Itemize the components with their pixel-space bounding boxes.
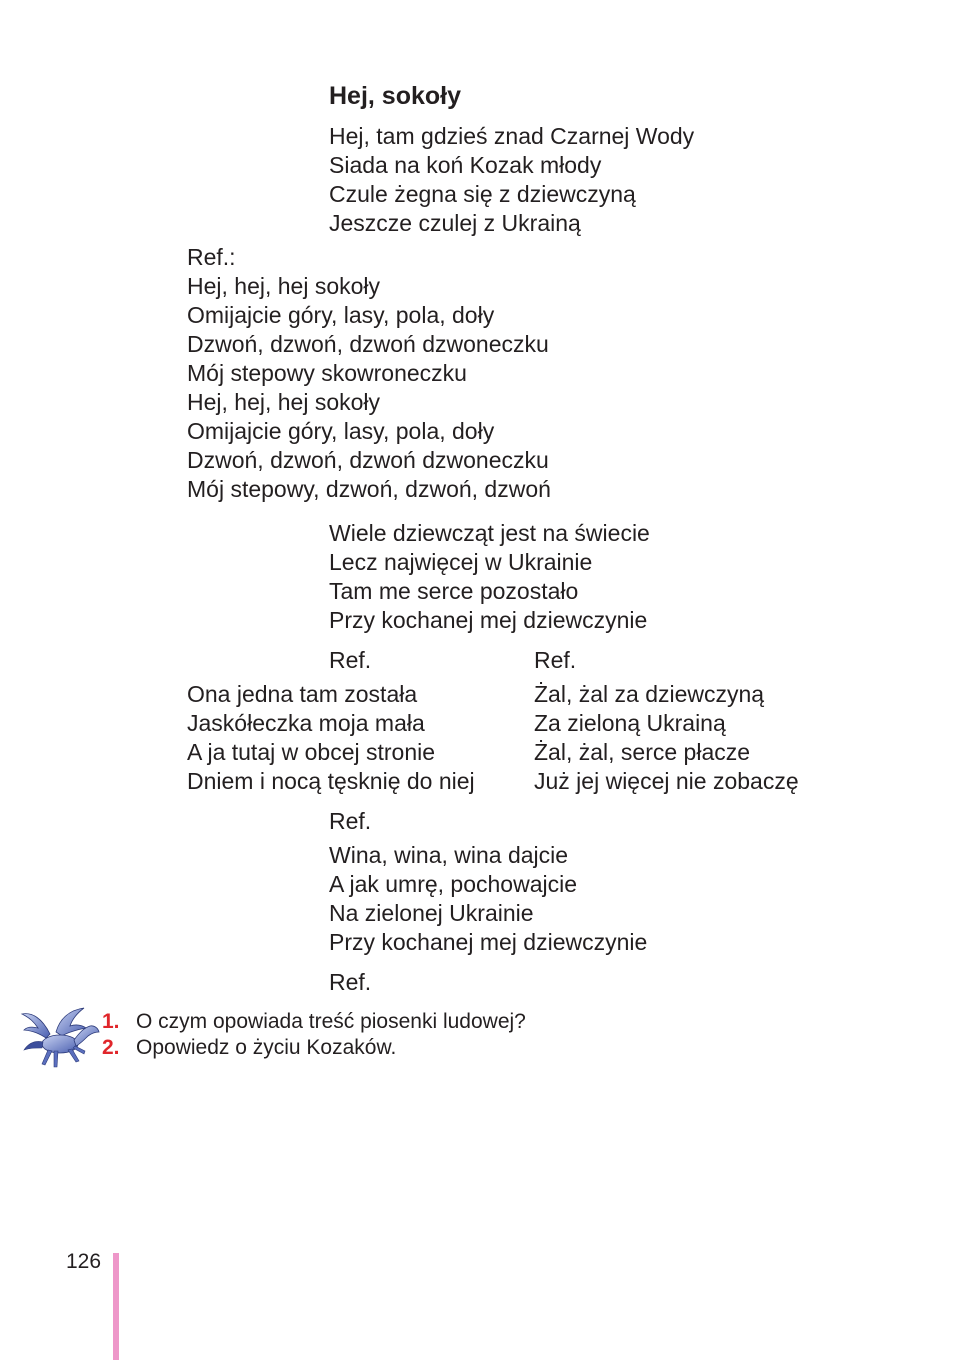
verse3-right-line-4: Już jej więcej nie zobaczę (534, 768, 799, 794)
ref-marker-3: Ref. (329, 808, 372, 834)
question-2 (102, 1035, 396, 1061)
refrain-label: Ref.: (187, 244, 236, 270)
refrain-line-4: Mój stepowy skowroneczku (187, 360, 467, 386)
page-number: 126 (66, 1250, 102, 1273)
refrain-line-5: Hej, hej, hej sokoły (187, 389, 381, 415)
verse2-line-3: Tam me serce pozostało (329, 578, 579, 604)
verse3-left-line-1: Ona jedna tam została (187, 681, 418, 707)
refrain-line-1: Hej, hej, hej sokoły (187, 273, 381, 299)
verse2-line-1: Wiele dziewcząt jest na świecie (329, 520, 650, 546)
margin-bar (113, 1253, 119, 1360)
verse3-right-line-1: Żal, żal za dziewczyną (534, 681, 765, 707)
verse3-right-line-3: Żal, żal, serce płacze (534, 739, 751, 765)
ref-marker-2: Ref. (534, 647, 577, 673)
verse4-line-2: A jak umrę, pochowajcie (329, 871, 578, 897)
ref-marker-1: Ref. (329, 647, 372, 673)
verse1-line-2: Siada na koń Kozak młody (329, 152, 602, 178)
verse3-left-line-2: Jaskółeczka moja mała (187, 710, 425, 736)
question-1-text: O czym opowiada treść piosenki ludowej? (136, 1010, 526, 1033)
refrain-line-7: Dzwoń, dzwoń, dzwoń dzwoneczku (187, 447, 549, 473)
song-title: Hej, sokoły (329, 82, 461, 110)
pegasus-icon (20, 1004, 102, 1074)
question-1 (102, 1009, 526, 1035)
verse2-line-2: Lecz najwięcej w Ukrainie (329, 549, 593, 575)
verse1-line-3: Czule żegna się z dziewczyną (329, 181, 636, 207)
verse4-line-4: Przy kochanej mej dziewczynie (329, 929, 648, 955)
verse4-line-1: Wina, wina, wina dajcie (329, 842, 569, 868)
refrain-line-8: Mój stepowy, dzwoń, dzwoń, dzwoń (187, 476, 551, 502)
verse1-line-1: Hej, tam gdzieś znad Czarnej Wody (329, 123, 695, 149)
question-2-text: Opowiedz o życiu Kozaków. (136, 1036, 397, 1059)
verse3-right-line-2: Za zieloną Ukrainą (534, 710, 726, 736)
verse3-left-line-3: A ja tutaj w obcej stronie (187, 739, 436, 765)
verse3-left-line-4: Dniem i nocą tęsknię do niej (187, 768, 475, 794)
refrain-line-6: Omijajcie góry, lasy, pola, doły (187, 418, 495, 444)
verse2-line-4: Przy kochanej mej dziewczynie (329, 607, 648, 633)
verse1-line-4: Jeszcze czulej z Ukrainą (329, 210, 581, 236)
verse4-line-3: Na zielonej Ukrainie (329, 900, 534, 926)
refrain-line-3: Dzwoń, dzwoń, dzwoń dzwoneczku (187, 331, 549, 357)
refrain-line-2: Omijajcie góry, lasy, pola, doły (187, 302, 495, 328)
question-2-number: 2. (102, 1036, 120, 1059)
ref-marker-4: Ref. (329, 969, 372, 995)
question-1-number: 1. (102, 1010, 120, 1033)
